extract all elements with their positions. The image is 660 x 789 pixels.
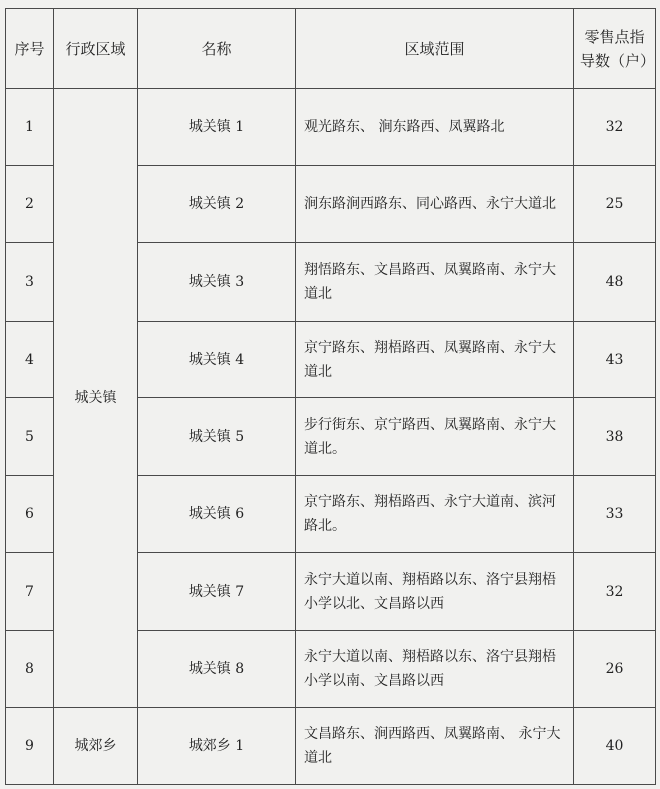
header-cell-district: 行政区域 bbox=[54, 9, 138, 89]
cell-no: 4 bbox=[6, 322, 54, 398]
table-header-row bbox=[6, 9, 656, 89]
cell-no: 9 bbox=[6, 708, 54, 785]
cell-count: 43 bbox=[574, 322, 656, 398]
cell-count: 33 bbox=[574, 476, 656, 553]
cell-range: 永宁大道以南、翔梧路以东、洛宁县翔梧小学以南、文昌路以西 bbox=[296, 631, 574, 708]
cell-range: 涧东路涧西路东、同心路西、永宁大道北 bbox=[296, 166, 574, 243]
cell-no: 7 bbox=[6, 553, 54, 631]
cell-district: 城郊乡 bbox=[54, 708, 138, 785]
cell-range: 永宁大道以南、翔梧路以东、洛宁县翔梧小学以北、文昌路以西 bbox=[296, 553, 574, 631]
cell-range: 京宁路东、翔梧路西、永宁大道南、滨河路北。 bbox=[296, 476, 574, 553]
cell-name: 城郊乡 1 bbox=[138, 708, 296, 785]
cell-district: 城关镇 bbox=[54, 89, 138, 708]
cell-name: 城关镇 3 bbox=[138, 243, 296, 322]
cell-no: 6 bbox=[6, 476, 54, 553]
cell-range: 京宁路东、翔梧路西、凤翼路南、永宁大道北 bbox=[296, 322, 574, 398]
cell-name: 城关镇 7 bbox=[138, 553, 296, 631]
cell-name: 城关镇 2 bbox=[138, 166, 296, 243]
cell-count: 26 bbox=[574, 631, 656, 708]
cell-range: 文昌路东、涧西路西、凤翼路南、 永宁大道北 bbox=[296, 708, 574, 785]
cell-name: 城关镇 8 bbox=[138, 631, 296, 708]
cell-count: 38 bbox=[574, 398, 656, 476]
cell-no: 2 bbox=[6, 166, 54, 243]
cell-no: 1 bbox=[6, 89, 54, 166]
cell-count: 40 bbox=[574, 708, 656, 785]
cell-name: 城关镇 4 bbox=[138, 322, 296, 398]
cell-range: 翔悟路东、文昌路西、凤翼路南、永宁大道北 bbox=[296, 243, 574, 322]
cell-no: 8 bbox=[6, 631, 54, 708]
table-row bbox=[6, 708, 656, 785]
cell-count: 25 bbox=[574, 166, 656, 243]
cell-count: 32 bbox=[574, 553, 656, 631]
header-cell-count: 零售点指导数（户） bbox=[574, 9, 656, 89]
cell-no: 5 bbox=[6, 398, 54, 476]
cell-name: 城关镇 6 bbox=[138, 476, 296, 553]
cell-count: 32 bbox=[574, 89, 656, 166]
retail-points-table bbox=[5, 8, 656, 785]
cell-no: 3 bbox=[6, 243, 54, 322]
cell-range: 观光路东、 涧东路西、凤翼路北 bbox=[296, 89, 574, 166]
cell-name: 城关镇 5 bbox=[138, 398, 296, 476]
cell-range: 步行街东、京宁路西、凤翼路南、永宁大道北。 bbox=[296, 398, 574, 476]
header-cell-name: 名称 bbox=[138, 9, 296, 89]
table-row bbox=[6, 89, 656, 166]
header-cell-no: 序号 bbox=[6, 9, 54, 89]
cell-name: 城关镇 1 bbox=[138, 89, 296, 166]
header-cell-range: 区域范围 bbox=[296, 9, 574, 89]
cell-count: 48 bbox=[574, 243, 656, 322]
